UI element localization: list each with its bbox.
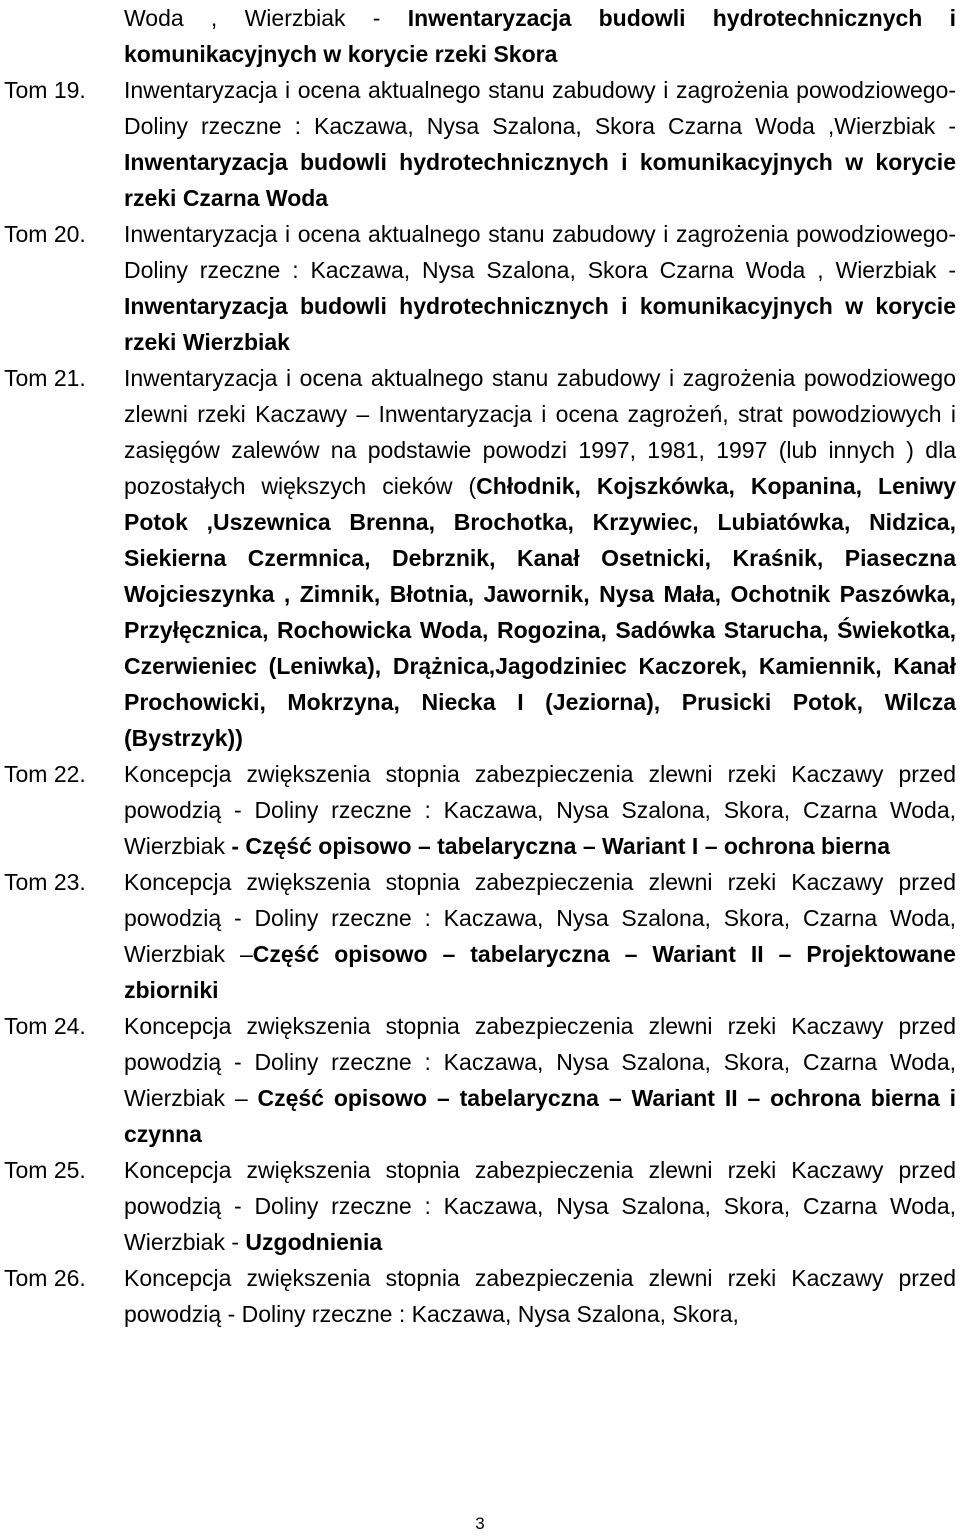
entry-bold-text: - Część opisowo – tabelaryczna – Wariant I – ochrona bierna — [231, 833, 891, 859]
entry-tom-19 — [0, 72, 960, 216]
tom-label: Tom 25. — [4, 1157, 86, 1183]
entry-body — [124, 216, 956, 360]
entry-body — [124, 756, 956, 864]
tom-label: Tom 26. — [4, 1265, 86, 1291]
entry-bold-text: Część opisowo – tabelaryczna – Wariant II – Projektowane zbiorniki — [124, 941, 956, 1003]
entry-body — [124, 1152, 956, 1260]
entry-body — [124, 864, 956, 1008]
entry-body — [124, 360, 956, 756]
entry-tom-25 — [0, 1152, 960, 1260]
tom-label: Tom 20. — [4, 221, 86, 247]
intro-bold-text: Inwentaryzacja budowli hydrotechnicznych i komunikacyjnych w korycie rzeki Skora — [124, 5, 956, 67]
entry-plain-text: Inwentaryzacja i ocena aktualnego stanu zabudowy i zagrożenia powodziowego- Doliny rzeczne : Kaczawa, Nysa Szalona, Skora Czarna Woda , Wierzbiak - — [124, 221, 956, 283]
entry-tom-20 — [0, 216, 960, 360]
entry-body — [124, 1008, 956, 1152]
tom-label: Tom 21. — [4, 365, 86, 391]
tom-label: Tom 19. — [4, 77, 86, 103]
entry-tom-26 — [0, 1260, 960, 1332]
entry-plain-text: Inwentaryzacja i ocena aktualnego stanu zabudowy i zagrożenia powodziowego- Doliny rzeczne : Kaczawa, Nysa Szalona, Skora Czarna Woda ,Wierzbiak - — [124, 77, 956, 139]
entry-bold-text: Inwentaryzacja budowli hydrotechnicznych i komunikacyjnych w korycie rzeki Wierzbiak — [124, 293, 956, 355]
entry-body — [124, 72, 956, 216]
entry-bold-text: Inwentaryzacja budowli hydrotechnicznych i komunikacyjnych w korycie rzeki Czarna Woda — [124, 149, 956, 211]
page-number: 3 — [475, 1514, 485, 1533]
entry-plain-text: Koncepcja zwiększenia stopnia zabezpieczenia zlewni rzeki Kaczawy przed powodzią - Doliny rzeczne : Kaczawa, Nysa Szalona, Skora, Czarna Woda, Wierzbiak – — [124, 869, 956, 967]
entry-plain-text: Inwentaryzacja i ocena aktualnego stanu zabudowy i zagrożenia powodziowego zlewni rzeki Kaczawy – Inwentaryzacja i ocena zagrożeń, strat powodziowych i zasięgów zalewów na podstawie powodzi 1997, 1981, 1997 (lub innych ) dla pozostałych większych cieków ( — [124, 365, 956, 499]
entry-plain-text: Koncepcja zwiększenia stopnia zabezpieczenia zlewni rzeki Kaczawy przed powodzią - Doliny rzeczne : Kaczawa, Nysa Szalona, Skora, Czarna Woda, Wierzbiak - — [124, 1157, 956, 1255]
tom-label: Tom 24. — [4, 1013, 86, 1039]
entry-bold-text: Część opisowo – tabelaryczna – Wariant II – ochrona bierna i czynna — [124, 1085, 956, 1147]
tom-label: Tom 22. — [4, 761, 86, 787]
entry-body — [124, 1260, 956, 1332]
tom-label: Tom 23. — [4, 869, 86, 895]
entry-plain-text: Koncepcja zwiększenia stopnia zabezpieczenia zlewni rzeki Kaczawy przed powodzią - Doliny rzeczne : Kaczawa, Nysa Szalona, Skora, Czarna Woda, Wierzbiak — [124, 761, 956, 859]
entry-bold-text: Uzgodnienia — [245, 1229, 383, 1255]
entry-tom-21 — [0, 360, 960, 756]
entry-tom-22 — [0, 756, 960, 864]
entry-plain-text: Koncepcja zwiększenia stopnia zabezpieczenia zlewni rzeki Kaczawy przed powodzią - Doliny rzeczne : Kaczawa, Nysa Szalona, Skora, — [124, 1265, 956, 1327]
continued-entry — [124, 0, 956, 72]
entry-bold-text: Chłodnik, Kojszkówka, Kopanina, Leniwy Potok ,Uszewnica Brenna, Brochotka, Krzywiec, Lubiatówka, Nidzica, Siekierna Czermnica, Debrznik, Kanał Osetnicki, Kraśnik, Piaseczna Wojcieszynka , Zimnik, Błotnia, Jawornik, Nysa Mała, Ochotnik Paszówka, Przyłęcznica, Rochowicka Woda, Rogozina, Sadówka Starucha, Świekotka, Czerwieniec (Leniwka), Drążnica,Jagodziniec Kaczorek, Kamiennik, Kanał Prochowicki, Mokrzyna, Niecka I (Jeziorna), Prusicki Potok, Wilcza (Bystrzyk)) — [124, 473, 956, 751]
entry-plain-text: Koncepcja zwiększenia stopnia zabezpieczenia zlewni rzeki Kaczawy przed powodzią - Doliny rzeczne : Kaczawa, Nysa Szalona, Skora, Czarna Woda, Wierzbiak – — [124, 1013, 956, 1111]
intro-plain-text: Woda , Wierzbiak - — [124, 5, 408, 31]
entry-tom-24 — [0, 1008, 960, 1152]
entry-tom-23 — [0, 864, 960, 1008]
